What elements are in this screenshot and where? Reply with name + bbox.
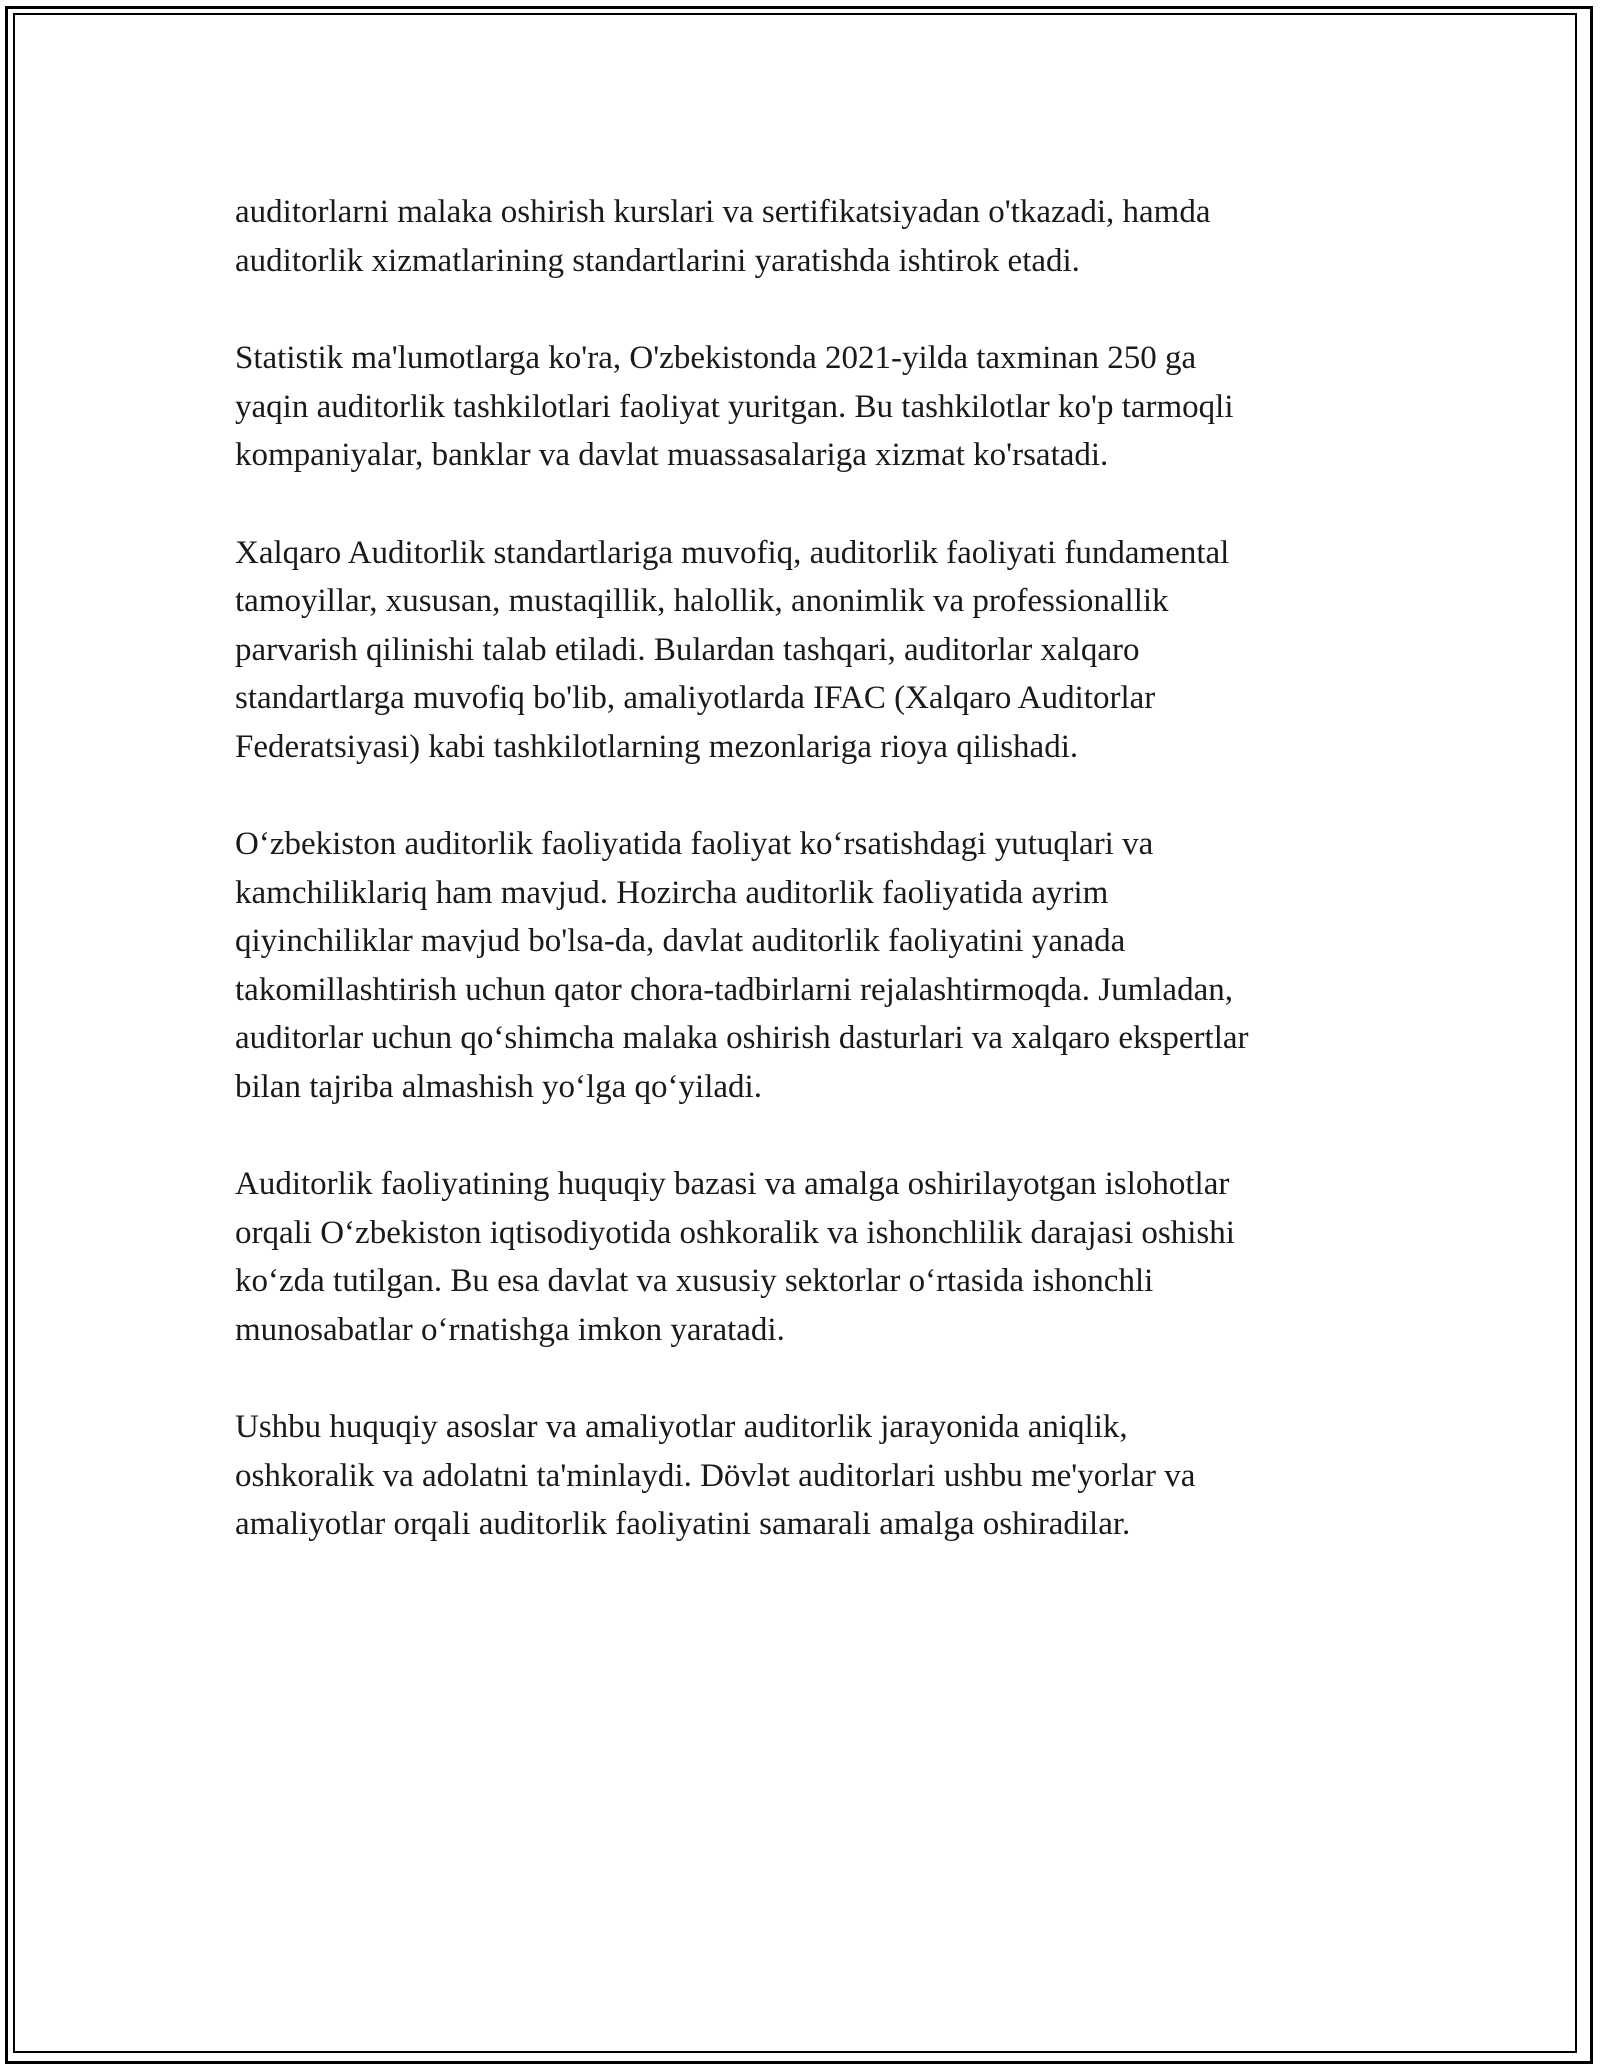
text-line: munosabatlar o‘rnatishga imkon yaratadi. bbox=[235, 1311, 785, 1348]
text-line: O‘zbekiston auditorlik faoliyatida faoliyat ko‘rsatishdagi yutuqlari va bbox=[235, 826, 1154, 862]
text-line: yaqin auditorlik tashkilotlari faoliyat yuritgan. Bu tashkilotlar ko'p tarmoqli bbox=[235, 388, 1234, 425]
text-line: auditorlar uchun qo‘shimcha malaka oshirish dasturlari va xalqaro ekspertlar bbox=[235, 1020, 1249, 1056]
text-line: qiyinchiliklar mavjud bo'lsa-da, davlat auditorlik faoliyatini yanada bbox=[235, 923, 1126, 959]
text-line: orqali O‘zbekiston iqtisodiyotida oshkoralik va ishonchlilik darajasi oshishi bbox=[235, 1214, 1235, 1251]
text-line: kamchiliklariq ham mavjud. Hozircha auditorlik faoliyatida ayrim bbox=[235, 874, 1109, 911]
text-line: parvarish qilinishi talab etiladi. Bulardan tashqari, auditorlar xalqaro bbox=[235, 631, 1140, 668]
paragraph-2 bbox=[235, 334, 1385, 480]
text-line: Ushbu huquqiy asoslar va amaliyotlar auditorlik jarayonida aniqlik, bbox=[235, 1409, 1128, 1445]
text-line: auditorlarni malaka oshirish kurslari va sertifikatsiyadan o'tkazadi, hamda bbox=[235, 194, 1211, 230]
text-line: Xalqaro Auditorlik standartlariga muvofiq, auditorlik faoliyati fundamental bbox=[235, 534, 1230, 571]
paragraph-1 bbox=[235, 188, 1385, 285]
text-line: ko‘zda tutilgan. Bu esa davlat va xususiy sektorlar o‘rtasida ishonchli bbox=[235, 1263, 1154, 1299]
text-line: auditorlik xizmatlarining standartlarini yaratishda ishtirok etadi. bbox=[235, 242, 1080, 279]
paragraph-3 bbox=[235, 529, 1385, 772]
paragraph-5 bbox=[235, 1160, 1385, 1354]
text-line: Statistik ma'lumotlarga ko'ra, O'zbekistonda 2021-yilda taxminan 250 ga bbox=[235, 340, 1197, 376]
paragraph-6 bbox=[235, 1403, 1385, 1549]
text-line: standartlarga muvofiq bo'lib, amaliyotlarda IFAC (Xalqaro Auditorlar bbox=[235, 680, 1156, 716]
document-body bbox=[235, 188, 1385, 1598]
text-line: takomillashtirish uchun qator chora-tadbirlarni rejalashtirmoqda. Jumladan, bbox=[235, 971, 1233, 1008]
text-line: oshkoralik va adolatni ta'minlaydi. Dövlət auditorlari ushbu me'yorlar va bbox=[235, 1457, 1196, 1494]
paragraph-4 bbox=[235, 820, 1385, 1111]
text-line: Federatsiyasi) kabi tashkilotlarning mezonlariga rioya qilishadi. bbox=[235, 728, 1079, 765]
text-line: amaliyotlar orqali auditorlik faoliyatini samarali amalga oshiradilar. bbox=[235, 1506, 1131, 1542]
text-line: Auditorlik faoliyatining huquqiy bazasi va amalga oshirilayotgan islohotlar bbox=[235, 1166, 1230, 1202]
text-line: kompaniyalar, banklar va davlat muassasalariga xizmat ko'rsatadi. bbox=[235, 437, 1109, 473]
text-line: tamoyillar, xususan, mustaqillik, halollik, anonimlik va professionallik bbox=[235, 583, 1169, 619]
text-line: bilan tajriba almashish yo‘lga qo‘yiladi. bbox=[235, 1068, 762, 1105]
